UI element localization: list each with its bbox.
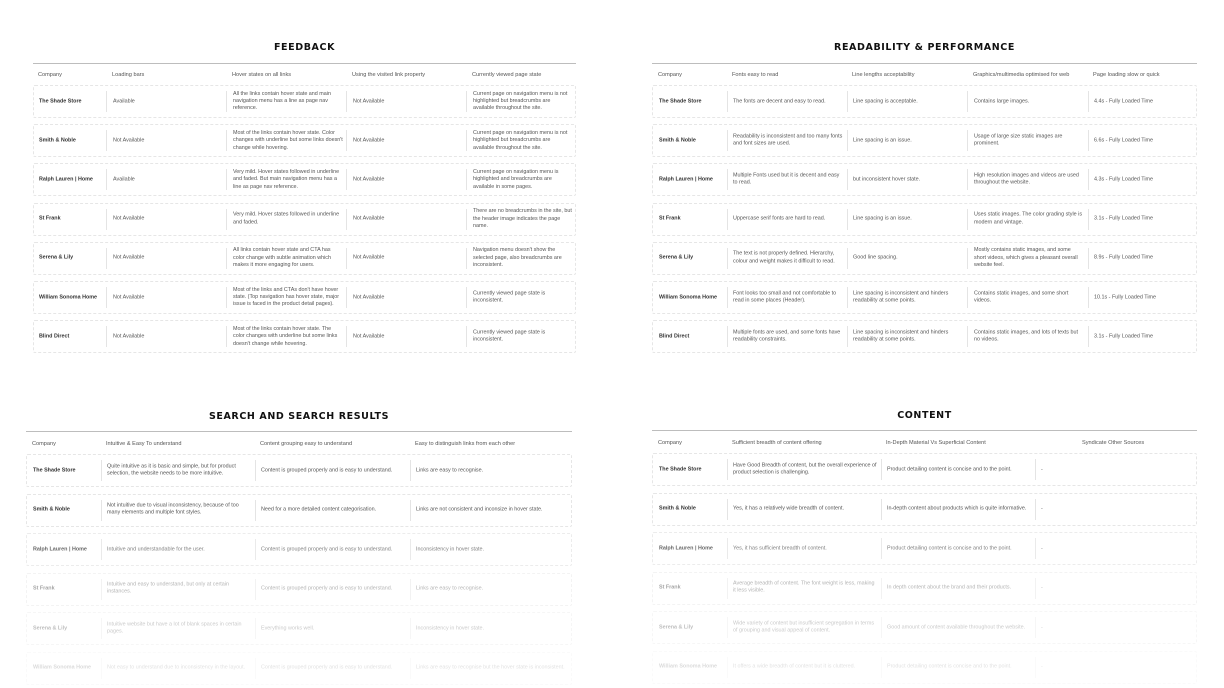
depth-cell: Product detailing content is concise and to the point. <box>887 544 1012 551</box>
column-separator <box>1088 248 1089 269</box>
grouping-cell: Need for a more detailed content categorisation. <box>261 506 377 513</box>
table-row <box>652 320 1197 353</box>
company-cell: Serena & Lily <box>39 254 74 261</box>
column-separator <box>967 326 968 347</box>
links-cell: Links are easy to recognise. <box>416 585 484 592</box>
header-page-loading: Page loading slow or quick <box>1093 72 1160 78</box>
column-separator <box>226 209 227 230</box>
company-cell: Smith & Noble <box>659 136 696 143</box>
column-separator <box>967 287 968 308</box>
company-cell: St Frank <box>33 585 55 592</box>
header-fonts: Fonts easy to read <box>732 72 779 78</box>
table-row <box>26 652 572 685</box>
grouping-cell: Content is grouped properly and is easy to understand. <box>261 585 393 592</box>
table-row <box>33 320 576 353</box>
company-cell: William Sonoma Home <box>659 293 718 300</box>
fonts-cell: Multiple Fonts used but it is decent and easy to read. <box>733 172 840 186</box>
column-separator <box>226 326 227 347</box>
column-separator <box>847 130 848 151</box>
syndicate-cell: - <box>1041 505 1043 512</box>
table-row <box>26 612 572 645</box>
column-separator <box>101 579 102 600</box>
depth-cell: In-depth content about products which is quite informative. <box>887 505 1027 512</box>
header-distinguish-links: Easy to distinguish links from each other <box>415 441 516 447</box>
syndicate-cell: - <box>1041 623 1043 630</box>
fonts-cell: The text is not properly defined. Hierarchy, colour and weight makes it difficult to read. <box>733 250 835 265</box>
column-separator <box>106 130 107 151</box>
grouping-cell: Content is grouped properly and is easy to understand. <box>261 466 393 473</box>
table-row <box>33 163 576 196</box>
column-separator <box>346 130 347 151</box>
column-separator <box>346 169 347 190</box>
intuitive-cell: Intuitive website but have a lot of blank spaces in certain pages. <box>107 621 242 635</box>
lines-cell: but inconsistent hover state. <box>853 176 921 183</box>
depth-cell: Product detailing content is concise and to the point. <box>887 663 1012 670</box>
loading-cell: 6.6s - Fully Loaded Time <box>1094 136 1154 143</box>
column-separator <box>410 579 411 600</box>
loading-cell: Not Available <box>113 215 145 222</box>
table-row <box>33 203 576 236</box>
company-cell: William Sonoma Home <box>659 663 718 670</box>
header-visited-link: Using the visited link property <box>352 72 426 78</box>
column-separator <box>346 287 347 308</box>
column-separator <box>101 658 102 679</box>
company-cell: The Shade Store <box>659 465 702 472</box>
hover-cell: Most of the links contain hover state. The color changes with underline but some links doesn't change while hovering. <box>233 325 338 347</box>
column-separator <box>101 539 102 560</box>
graphics-cell: Uses static images. The color grading style is modern and vintage. <box>974 211 1083 226</box>
table-row <box>652 493 1197 526</box>
syndicate-cell: - <box>1041 584 1043 591</box>
hover-cell: Very mild. Hover states followed in underline and faded. But main navigation menu has a line as page nav reference. <box>233 168 340 190</box>
column-separator <box>727 209 728 230</box>
column-separator <box>410 618 411 639</box>
column-separator <box>106 169 107 190</box>
column-separator <box>1088 130 1089 151</box>
column-separator <box>847 248 848 269</box>
header-company: Company <box>658 72 682 78</box>
table-row <box>26 494 572 527</box>
column-separator <box>1088 287 1089 308</box>
column-separator <box>1035 538 1036 559</box>
column-separator <box>255 539 256 560</box>
loading-cell: Available <box>113 97 135 104</box>
fonts-cell: Uppercase serif fonts are hard to read. <box>733 215 826 222</box>
company-cell: Smith & Noble <box>659 505 696 512</box>
loading-cell: 4.4s - Fully Loaded Time <box>1094 97 1154 104</box>
loading-cell: 3.1s - Fully Loaded Time <box>1094 332 1154 339</box>
company-cell: William Sonoma Home <box>33 664 92 671</box>
column-separator <box>1035 657 1036 678</box>
graphics-cell: Usage of large size static images are prominent. <box>974 133 1063 147</box>
lines-cell: Line spacing is an issue. <box>853 136 912 143</box>
column-separator <box>106 91 107 112</box>
company-cell: The Shade Store <box>659 97 702 104</box>
column-separator <box>255 658 256 679</box>
column-separator <box>967 169 968 190</box>
column-separator <box>466 209 467 230</box>
column-separator <box>881 578 882 599</box>
company-cell: Ralph Lauren | Home <box>33 545 87 552</box>
table-row <box>26 573 572 606</box>
loading-cell: Not Available <box>113 136 145 143</box>
column-separator <box>1035 499 1036 520</box>
feedback-panel <box>33 42 576 358</box>
breadth-cell: Wide variety of content but insufficient segregation in terms of grouping and visual appeal of content. <box>733 620 875 634</box>
header-depth: In-Depth Material Vs Superficial Content <box>886 440 986 446</box>
intuitive-cell: Intuitive and understandable for the user. <box>107 545 205 552</box>
column-separator <box>1035 459 1036 480</box>
company-cell: St Frank <box>659 215 681 222</box>
column-separator <box>1088 326 1089 347</box>
column-separator <box>101 618 102 639</box>
column-separator <box>410 539 411 560</box>
column-separator <box>881 459 882 480</box>
header-intuitive: Intuitive & Easy To understand <box>106 441 182 447</box>
column-separator <box>847 91 848 112</box>
column-separator <box>967 91 968 112</box>
loading-cell: Not Available <box>113 332 145 339</box>
readability-panel <box>652 42 1197 358</box>
column-separator <box>727 459 728 480</box>
links-cell: Links are easy to recognise. <box>416 466 484 473</box>
column-separator <box>847 209 848 230</box>
column-separator <box>226 287 227 308</box>
column-separator <box>410 658 411 679</box>
table-row <box>33 242 576 275</box>
column-separator <box>847 326 848 347</box>
intuitive-cell: Intuitive and easy to understand, but only at certain instances. <box>107 581 229 595</box>
feedback-title: FEEDBACK <box>273 42 336 53</box>
column-separator <box>101 460 102 481</box>
column-separator <box>727 657 728 678</box>
column-separator <box>106 326 107 347</box>
breadth-cell: Yes, it has sufficient breadth of content. <box>733 544 827 551</box>
company-cell: Blind Direct <box>39 332 70 339</box>
current-cell: Current page on navigation menu is highlighted and breadcrumbs are available in some pages. <box>473 168 559 190</box>
column-separator <box>727 130 728 151</box>
column-separator <box>226 130 227 151</box>
header-content-grouping: Content grouping easy to understand <box>260 441 353 447</box>
company-cell: St Frank <box>659 584 681 591</box>
depth-cell: Product detailing content is concise and to the point. <box>887 465 1012 472</box>
table-row <box>652 651 1197 684</box>
grouping-cell: Content is grouped properly and is easy to understand. <box>261 545 393 552</box>
column-separator <box>881 617 882 638</box>
lines-cell: Line spacing is inconsistent and hinders readability at some points. <box>853 290 949 304</box>
column-separator <box>466 91 467 112</box>
header-company: Company <box>38 72 62 78</box>
column-separator <box>727 326 728 347</box>
table-row <box>652 85 1197 118</box>
fonts-cell: Font looks too small and not comfortable to read in some places (Header). <box>733 290 837 304</box>
table-row <box>33 85 576 118</box>
divider <box>33 63 576 64</box>
syndicate-cell: - <box>1041 544 1043 551</box>
table-row <box>652 124 1197 157</box>
hover-cell: Very mild. Hover states followed in underline and faded. <box>233 211 340 226</box>
column-separator <box>346 91 347 112</box>
company-cell: Serena & Lily <box>659 623 694 630</box>
visited-cell: Not Available <box>353 254 385 261</box>
column-separator <box>466 287 467 308</box>
hover-cell: All links contain hover state and CTA has color change with subtle animation which makes it more engaging for users. <box>233 247 331 268</box>
column-separator <box>466 130 467 151</box>
fonts-cell: The fonts are decent and easy to read. <box>733 97 826 104</box>
current-cell: Navigation menu doesn't show the selected page, also breadcrumbs are inconsistent. <box>473 247 562 268</box>
header-loading-bars: Loading bars <box>112 72 145 78</box>
header-breadth: Sufficient breadth of content offering <box>732 440 822 446</box>
column-separator <box>106 287 107 308</box>
column-separator <box>346 209 347 230</box>
table-row <box>26 454 572 487</box>
column-separator <box>466 169 467 190</box>
column-separator <box>466 248 467 269</box>
table-row <box>652 203 1197 236</box>
loading-cell: 10.1s - Fully Loaded Time <box>1094 293 1157 300</box>
table-row <box>652 532 1197 565</box>
column-separator <box>255 460 256 481</box>
intuitive-cell: Quite intuitive as it is basic and simple, but for product selection, the website needs to be more intuitive. <box>107 463 236 477</box>
graphics-cell: Contains large images. <box>974 97 1030 104</box>
column-separator <box>727 287 728 308</box>
breadth-cell: Have Good Breadth of content, but the overall experience of product selection is challenging. <box>733 462 877 476</box>
table-row <box>652 242 1197 275</box>
graphics-cell: High resolution images and videos are used throughout the website. <box>974 172 1079 186</box>
breadth-cell: It offers a wide breadth of content but it is cluttered. <box>733 663 856 670</box>
links-cell: Inconsistency in hover state. <box>416 545 485 552</box>
column-separator <box>1035 578 1036 599</box>
column-separator <box>1088 91 1089 112</box>
column-separator <box>255 618 256 639</box>
company-cell: Blind Direct <box>659 332 690 339</box>
grouping-cell: Content is grouped properly and is easy to understand. <box>261 664 393 671</box>
hover-cell: All the links contain hover state and main navigation menu has a line as page nav reference. <box>233 90 331 112</box>
lines-cell: Line spacing is inconsistent and hinders readability at some points. <box>853 329 949 343</box>
column-separator <box>727 617 728 638</box>
loading-cell: Not Available <box>113 254 145 261</box>
table-row <box>26 533 572 566</box>
column-separator <box>727 538 728 559</box>
current-cell: There are no breadcrumbs in the site, but the header image indicates the page name. <box>473 207 572 229</box>
search-panel <box>26 411 572 688</box>
company-cell: Ralph Lauren | Home <box>39 176 93 183</box>
company-cell: Ralph Lauren | Home <box>659 544 713 551</box>
fonts-cell: Readability is inconsistent and too many fonts and font sizes are used. <box>733 133 843 147</box>
intuitive-cell: Not intuitive due to visual inconsistency, because of too many elements and multiple font styles. <box>107 502 239 516</box>
column-separator <box>847 169 848 190</box>
loading-cell: Not Available <box>113 293 145 300</box>
company-cell: The Shade Store <box>33 466 76 473</box>
links-cell: Links are not consistent and inconsize in hover state. <box>416 506 543 513</box>
column-separator <box>255 500 256 521</box>
column-separator <box>1035 617 1036 638</box>
graphics-cell: Mostly contains static images, and some short videos, which gives a pleasant overall website feel. <box>974 247 1078 268</box>
table-row <box>652 163 1197 196</box>
company-cell: St Frank <box>39 215 61 222</box>
column-separator <box>226 91 227 112</box>
table-row <box>33 124 576 157</box>
column-separator <box>346 248 347 269</box>
links-cell: Inconsistency in hover state. <box>416 624 485 631</box>
graphics-cell: Contains static images, and lots of texts but no videos. <box>974 329 1078 343</box>
breadth-cell: Yes, it has a relatively wide breadth of content. <box>733 505 844 512</box>
current-cell: Currently viewed page state is inconsistent. <box>473 329 546 343</box>
header-line-lengths: Line lengths acceptability <box>852 72 915 78</box>
company-cell: Serena & Lily <box>659 254 694 261</box>
table-row <box>652 572 1197 605</box>
depth-cell: Good amount of content available throughout the website. <box>887 623 1026 630</box>
depth-cell: In depth content about the brand and their products. <box>887 584 1012 591</box>
loading-cell: 4.3s - Fully Loaded Time <box>1094 176 1154 183</box>
column-separator <box>727 169 728 190</box>
column-separator <box>410 460 411 481</box>
visited-cell: Not Available <box>353 97 385 104</box>
header-graphics: Graphics/multimedia optimised for web <box>973 72 1070 78</box>
divider <box>26 431 572 432</box>
visited-cell: Not Available <box>353 215 385 222</box>
lines-cell: Line spacing is acceptable. <box>853 97 918 104</box>
loading-cell: 3.1s - Fully Loaded Time <box>1094 215 1154 222</box>
header-syndicate: Syndicate Other Sources <box>1082 440 1145 446</box>
content-title: CONTENT <box>897 410 952 421</box>
column-separator <box>727 248 728 269</box>
table-row <box>652 281 1197 314</box>
hover-cell: Most of the links contain hover state. Color changes with underline but some links doesn't change while hovering. <box>233 129 343 151</box>
syndicate-cell: - <box>1041 663 1043 670</box>
column-separator <box>967 248 968 269</box>
search-title: SEARCH AND SEARCH RESULTS <box>208 411 390 422</box>
column-separator <box>727 578 728 599</box>
column-separator <box>101 500 102 521</box>
hover-cell: Most of the links and CTAs don't have hover state. (Top navigation has hover state, major issue is faced in the product detail pages). <box>233 286 340 308</box>
links-cell: Links are easy to recognise but the hover state is inconsistent. <box>416 664 565 671</box>
current-cell: Current page on navigation menu is not highlighted but breadcrumbs are available throughout the site. <box>473 90 568 112</box>
column-separator <box>346 326 347 347</box>
visited-cell: Not Available <box>353 293 385 300</box>
header-company: Company <box>32 441 56 447</box>
lines-cell: Good line spacing. <box>853 254 898 261</box>
column-separator <box>967 209 968 230</box>
current-cell: Current page on navigation menu is not highlighted but breadcrumbs are available throughout the site. <box>473 129 568 151</box>
divider <box>652 430 1197 431</box>
column-separator <box>466 326 467 347</box>
loading-cell: 8.9s - Fully Loaded Time <box>1094 254 1154 261</box>
column-separator <box>881 538 882 559</box>
company-cell: Smith & Noble <box>39 136 76 143</box>
column-separator <box>1088 209 1089 230</box>
company-cell: The Shade Store <box>39 97 82 104</box>
table-row <box>652 611 1197 644</box>
header-company: Company <box>658 440 682 446</box>
column-separator <box>255 579 256 600</box>
company-cell: William Sonoma Home <box>39 293 98 300</box>
company-cell: Serena & Lily <box>33 624 68 631</box>
header-current-page: Currently viewed page state <box>472 72 542 78</box>
column-separator <box>226 169 227 190</box>
visited-cell: Not Available <box>353 332 385 339</box>
graphics-cell: Contains static images, and some short videos. <box>974 290 1069 304</box>
lines-cell: Line spacing is an issue. <box>853 215 912 222</box>
company-cell: Ralph Lauren | Home <box>659 176 713 183</box>
fonts-cell: Multiple fonts are used, and some fonts have readability constraints. <box>733 329 841 343</box>
header-hover-states: Hover states on all links <box>232 72 292 78</box>
syndicate-cell: - <box>1041 465 1043 472</box>
grouping-cell: Everything works well. <box>261 624 315 631</box>
breadth-cell: Average breadth of content. The font weight is less, making it less visible. <box>733 580 875 594</box>
column-separator <box>410 500 411 521</box>
visited-cell: Not Available <box>353 176 385 183</box>
column-separator <box>106 248 107 269</box>
loading-cell: Available <box>113 176 135 183</box>
content-panel <box>652 410 1197 688</box>
current-cell: Currently viewed page state is inconsistent. <box>473 290 546 304</box>
company-cell: Smith & Noble <box>33 506 70 513</box>
visited-cell: Not Available <box>353 136 385 143</box>
column-separator <box>881 657 882 678</box>
column-separator <box>1088 169 1089 190</box>
table-row <box>33 281 576 314</box>
column-separator <box>847 287 848 308</box>
readability-title: READABILITY & PERFORMANCE <box>834 42 1015 53</box>
column-separator <box>106 209 107 230</box>
table-row <box>652 453 1197 486</box>
column-separator <box>967 130 968 151</box>
column-separator <box>226 248 227 269</box>
column-separator <box>881 499 882 520</box>
column-separator <box>727 499 728 520</box>
intuitive-cell: Not easy to understand due to inconsistency in the layout. <box>107 664 246 671</box>
divider <box>652 63 1197 64</box>
column-separator <box>727 91 728 112</box>
